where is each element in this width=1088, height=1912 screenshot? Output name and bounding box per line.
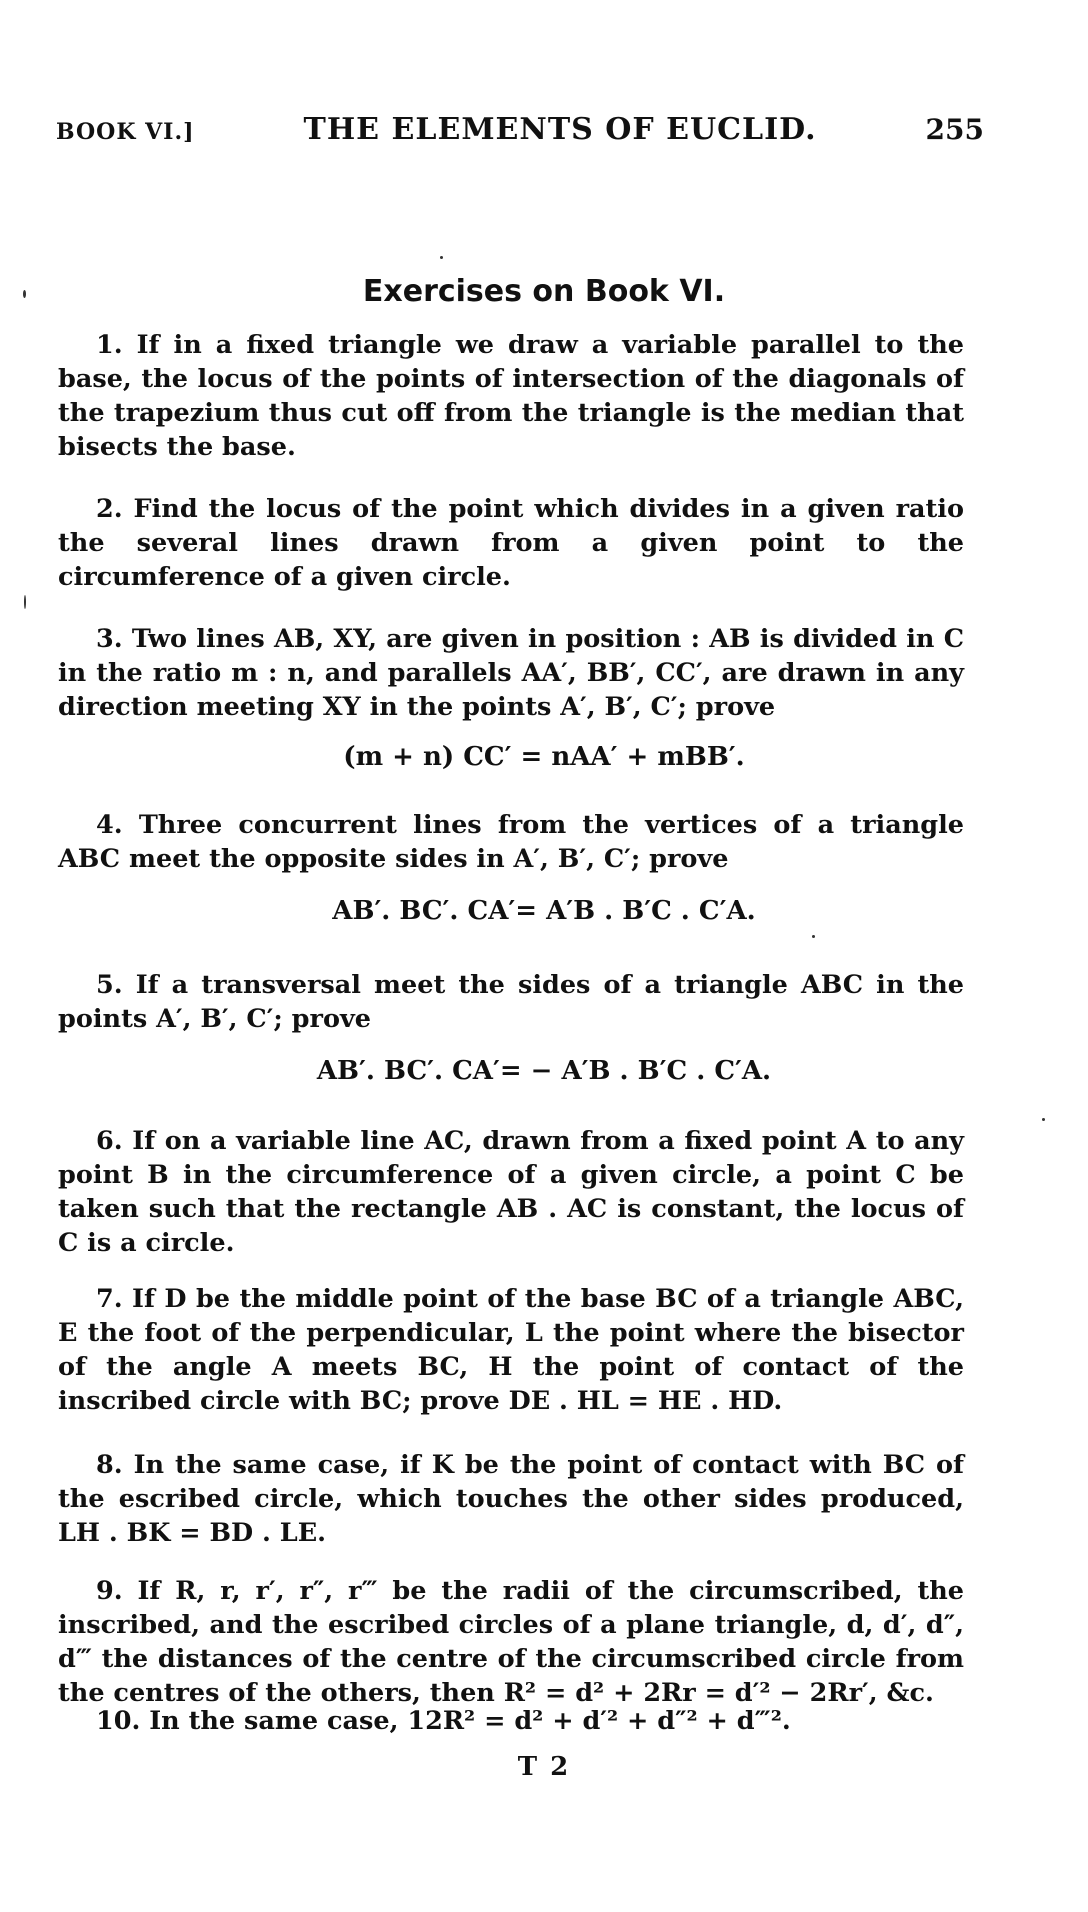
exercise-6: 6. If on a variable line AC, drawn from a fixed point A to any point B in the circumference of a given circle, a point C be taken such that the rectangle AB . AC is constant, the locus of C is a circle. [58, 1126, 964, 1258]
exercise-9: 9. If R, r, r′, r″, r‴ be the radii of the circumscribed, the inscribed, and the escribed circles of a plane triangle, d, d′, d″, d‴ the distances of the centre of the circumscribed circle from the centres of the others, then R² = d² + 2Rr = d′² − 2Rr′, &c. [58, 1576, 964, 1708]
exercise-8: 8. In the same case, if K be the point of contact with BC of the escribed circle, which touches the other sides produced, LH . BK = BD . LE. [58, 1450, 964, 1548]
exercise-5-formula: AB′. BC′. CA′= − A′B . B′C . C′A. [316, 1056, 772, 1086]
paper-speck [440, 256, 443, 259]
paper-speck [812, 935, 815, 938]
paper-speck [24, 595, 26, 609]
exercise-4-formula: AB′. BC′. CA′= A′B . B′C . C′A. [332, 896, 756, 926]
exercise-1: 1. If in a fixed triangle we draw a variable parallel to the base, the locus of the points of intersection of the diagonals of the trapezium thus cut off from the triangle is the median that bisects the base. [58, 330, 964, 462]
running-header [56, 112, 984, 147]
exercise-10: 10. In the same case, 12R² = d² + d′² + d″² + d‴². [96, 1706, 791, 1736]
book-label: BOOK VI.] [56, 119, 195, 145]
exercise-7: 7. If D be the middle point of the base BC of a triangle ABC, E the foot of the perpendicular, L the point where the bisector of the angle A meets BC, H the point of contact of the inscribed circle with BC; prove DE . HL = HE . HD. [58, 1284, 964, 1416]
exercise-2: 2. Find the locus of the point which divides in a given ratio the several lines drawn from a given point to the circumference of a given circle. [58, 494, 964, 592]
exercise-5: 5. If a transversal meet the sides of a triangle ABC in the points A′, B′, C′; prove [58, 970, 964, 1034]
exercise-4: 4. Three concurrent lines from the vertices of a triangle ABC meet the opposite sides in A′, B′, C′; prove [58, 810, 964, 874]
section-heading: Exercises on Book VI. [362, 274, 726, 309]
exercise-3: 3. Two lines AB, XY, are given in position : AB is divided in C in the ratio m : n, and parallels AA′, BB′, CC′, are drawn in any direction meeting XY in the points A′, B′, C′; prove [58, 624, 964, 722]
exercise-3-formula: (m + n) CC′ = nAA′ + mBB′. [343, 742, 745, 772]
running-title: THE ELEMENTS OF EUCLID. [303, 112, 817, 147]
signature-mark: T 2 [517, 1752, 571, 1782]
paper-speck [1042, 1118, 1045, 1121]
page-number: 255 [925, 113, 984, 146]
paper-speck [23, 290, 26, 298]
